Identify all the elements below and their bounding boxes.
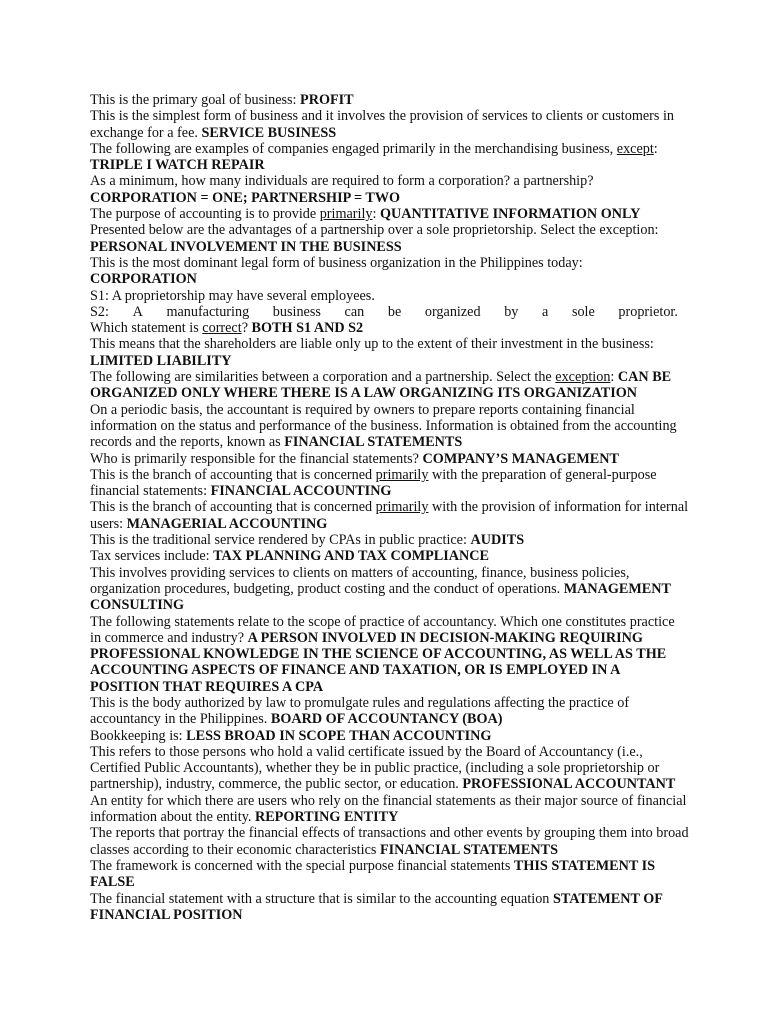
text-line <box>90 320 678 336</box>
text-line <box>90 842 678 858</box>
text-line <box>90 532 678 548</box>
underlined-text: primarily <box>375 499 429 516</box>
text-line <box>90 891 678 907</box>
text-line <box>90 809 678 825</box>
text-line <box>90 255 678 271</box>
answer-text: LIMITED LIABILITY <box>90 352 232 369</box>
question-text: The following are examples of companies engaged primarily in the merchandising business, <box>90 140 617 157</box>
text-line <box>90 679 678 695</box>
answer-text: SERVICE BUSINESS <box>201 124 337 141</box>
answer-text: FINANCIAL STATEMENTS <box>379 841 558 858</box>
answer-text: LESS BROAD IN SCOPE THAN ACCOUNTING <box>186 727 492 744</box>
text-line <box>90 108 678 124</box>
question-text: Presented below are the advantages of a partnership over a sole proprietorship. Select the exception: <box>90 222 659 239</box>
text-line <box>90 907 678 923</box>
text-line <box>90 92 678 108</box>
question-text: in commerce and industry? <box>90 629 248 646</box>
word: can <box>344 303 365 320</box>
question-text: exchange for a fee. <box>90 124 202 141</box>
question-text: users: <box>90 515 127 532</box>
text-line <box>90 630 678 646</box>
answer-text: ORGANIZED ONLY WHERE THERE IS A LAW ORGANIZING ITS ORGANIZATION <box>90 385 638 402</box>
answer-text: MANAGERIAL ACCOUNTING <box>126 515 328 532</box>
question-text: Tax services include: <box>90 548 214 565</box>
word: by <box>504 303 519 320</box>
text-line <box>90 288 678 304</box>
answer-text: TAX PLANNING AND TAX COMPLIANCE <box>213 548 489 565</box>
question-text: with the provision of information for internal <box>428 499 689 516</box>
question-text: The purpose of accounting is to provide <box>90 206 320 223</box>
document-page <box>90 92 689 923</box>
underlined-text: primarily <box>319 206 373 223</box>
question-text: : <box>653 140 658 157</box>
text-line <box>90 385 678 401</box>
underlined-text: except <box>616 140 654 157</box>
text-line <box>90 695 678 711</box>
text-line <box>90 776 678 792</box>
text-line <box>90 141 678 157</box>
text-line <box>90 125 678 141</box>
text-line <box>90 418 678 434</box>
question-text: records and the reports, known as <box>90 434 285 451</box>
text-line <box>90 369 678 385</box>
underlined-text: correct <box>202 320 242 337</box>
text-line <box>90 271 678 287</box>
question-text: with the preparation of general-purpose <box>428 466 657 483</box>
question-text: Bookkeeping is: <box>90 727 187 744</box>
answer-text: QUANTITATIVE INFORMATION ONLY <box>380 206 641 223</box>
answer-text: AUDITS <box>470 532 525 549</box>
text-line <box>90 239 678 255</box>
word: a <box>542 303 549 320</box>
text-line <box>90 874 678 890</box>
word: proprietor. <box>618 303 678 320</box>
text-line <box>90 646 678 662</box>
text-line <box>90 434 678 450</box>
question-text: The reports that portray the financial effects of transactions and other events by grouping them into broad <box>90 825 689 842</box>
word: sole <box>571 303 595 320</box>
answer-text: FINANCIAL POSITION <box>90 906 243 923</box>
question-text: On a periodic basis, the accountant is required by owners to prepare reports containing financial <box>90 401 635 418</box>
text-line <box>90 565 678 581</box>
text-line <box>90 744 678 760</box>
text-line <box>90 614 678 630</box>
answer-text: PERSONAL INVOLVEMENT IN THE BUSINESS <box>90 238 402 255</box>
answer-text: PROFESSIONAL ACCOUNTANT <box>462 776 676 793</box>
question-text: The framework is concerned with the special purpose financial statements <box>90 857 514 874</box>
text-line <box>90 467 678 483</box>
answer-text: TRIPLE I WATCH REPAIR <box>90 157 265 174</box>
text-line <box>90 858 678 874</box>
text-line <box>90 597 678 613</box>
answer-text: COMPANY’S MANAGEMENT <box>422 450 619 467</box>
answer-text: FINANCIAL STATEMENTS <box>284 434 463 451</box>
text-line <box>90 206 678 222</box>
text-line <box>90 792 687 809</box>
question-text: This is the most dominant legal form of business organization in the Philippines today: <box>90 254 583 271</box>
word: A <box>132 303 143 320</box>
question-text: The following statements relate to the scope of practice of accountancy. Which one constitutes practice <box>90 613 675 630</box>
question-text: This is the body authorized by law to promulgate rules and regulations affecting the practice of <box>90 694 630 711</box>
text-line <box>90 760 678 776</box>
question-text: The following are similarities between a corporation and a partnership. Select the <box>90 369 556 386</box>
question-text: accountancy in the Philippines. <box>90 711 271 728</box>
text-line <box>90 402 678 418</box>
text-line <box>90 548 678 564</box>
answer-text: MANAGEMENT <box>563 580 671 597</box>
answer-text: PROFIT <box>300 92 354 108</box>
text-line <box>90 662 678 678</box>
answer-text: POSITION THAT REQUIRES A CPA <box>90 678 324 695</box>
question-text: This is the primary goal of business: <box>90 92 301 108</box>
question-text: Certified Public Accountants), whether they be in public practice, (including a sole proprietorship or <box>90 760 660 777</box>
text-line <box>90 304 678 320</box>
answer-text: A PERSON INVOLVED IN DECISION-MAKING REQUIRING <box>247 629 643 646</box>
text-line <box>90 336 678 352</box>
word: organized <box>424 303 481 320</box>
text-line <box>90 483 678 499</box>
answer-text: CONSULTING <box>90 597 185 614</box>
question-text: This involves providing services to clients on matters of accounting, finance, business policies, <box>90 564 630 581</box>
text-line <box>90 353 678 369</box>
text-line <box>90 190 678 206</box>
question-text: This means that the shareholders are liable only up to the extent of their investment in the business: <box>90 336 654 353</box>
question-text: information about the entity. <box>90 809 255 826</box>
word: manufacturing <box>166 303 250 320</box>
question-text: financial statements: <box>90 483 211 500</box>
answer-text: PROFESSIONAL KNOWLEDGE IN THE SCIENCE OF ACCOUNTING, AS WELL AS THE <box>90 646 667 663</box>
text-line <box>90 581 678 597</box>
text-line <box>90 157 678 173</box>
underlined-text: exception <box>555 369 611 386</box>
text-line <box>90 728 678 744</box>
question-text: This is the branch of accounting that is concerned <box>90 466 376 483</box>
answer-text: FALSE <box>90 874 135 891</box>
question-text: This is the traditional service rendered by CPAs in public practice: <box>90 532 471 549</box>
answer-text: BOTH S1 AND S2 <box>251 320 364 337</box>
answer-text: FINANCIAL ACCOUNTING <box>210 483 392 500</box>
answer-text: ACCOUNTING ASPECTS OF FINANCE AND TAXATION, OR IS EMPLOYED IN A <box>90 662 621 679</box>
word: be <box>387 303 402 320</box>
word: business <box>272 303 321 320</box>
answer-text: REPORTING ENTITY <box>254 809 399 826</box>
question-text: S1: A proprietorship may have several employees. <box>90 287 375 304</box>
text-line <box>90 222 678 238</box>
answer-text: THIS STATEMENT IS <box>513 857 656 874</box>
answer-text: CAN BE <box>617 369 672 386</box>
question-text: partnership), industry, commerce, the public sector, or education. <box>90 776 463 793</box>
question-text: organization procedures, budgeting, product costing and the conduct of operations. <box>90 580 564 597</box>
underlined-text: primarily <box>375 466 429 483</box>
question-text: An entity for which there are users who rely on the financial statements as their major source of financial <box>90 792 687 809</box>
question-text: This is the branch of accounting that is concerned <box>90 499 376 516</box>
question-text: Which statement is <box>90 320 203 337</box>
text-line <box>90 825 689 842</box>
question-text: This is the simplest form of business and it involves the provision of services to clients or customers in <box>90 108 674 125</box>
text-line <box>90 451 678 467</box>
question-text: As a minimum, how many individuals are required to form a corporation? a partnership? <box>90 173 594 190</box>
question-text: information on the status and performance of the business. Information is obtained from the accounting <box>90 417 677 434</box>
question-text: Who is primarily responsible for the financial statements? <box>90 450 423 467</box>
text-line <box>90 711 678 727</box>
answer-text: STATEMENT OF <box>552 890 663 907</box>
text-line <box>90 516 678 532</box>
question-text: This refers to those persons who hold a valid certificate issued by the Board of Accountancy (i.e., <box>90 743 643 760</box>
question-text: classes according to their economic characteristics <box>90 841 380 858</box>
answer-text: BOARD OF ACCOUNTANCY (BOA) <box>270 711 503 728</box>
question-text: : <box>610 369 618 386</box>
text-line <box>90 173 678 189</box>
answer-text: CORPORATION <box>90 271 197 288</box>
question-text: The financial statement with a structure that is similar to the accounting equation <box>90 890 553 907</box>
question-text: : <box>372 206 380 223</box>
answer-text: CORPORATION = ONE; PARTNERSHIP = TWO <box>90 189 401 206</box>
question-text: ? <box>241 320 252 337</box>
word: S2: <box>90 303 109 320</box>
text-line <box>90 499 689 516</box>
